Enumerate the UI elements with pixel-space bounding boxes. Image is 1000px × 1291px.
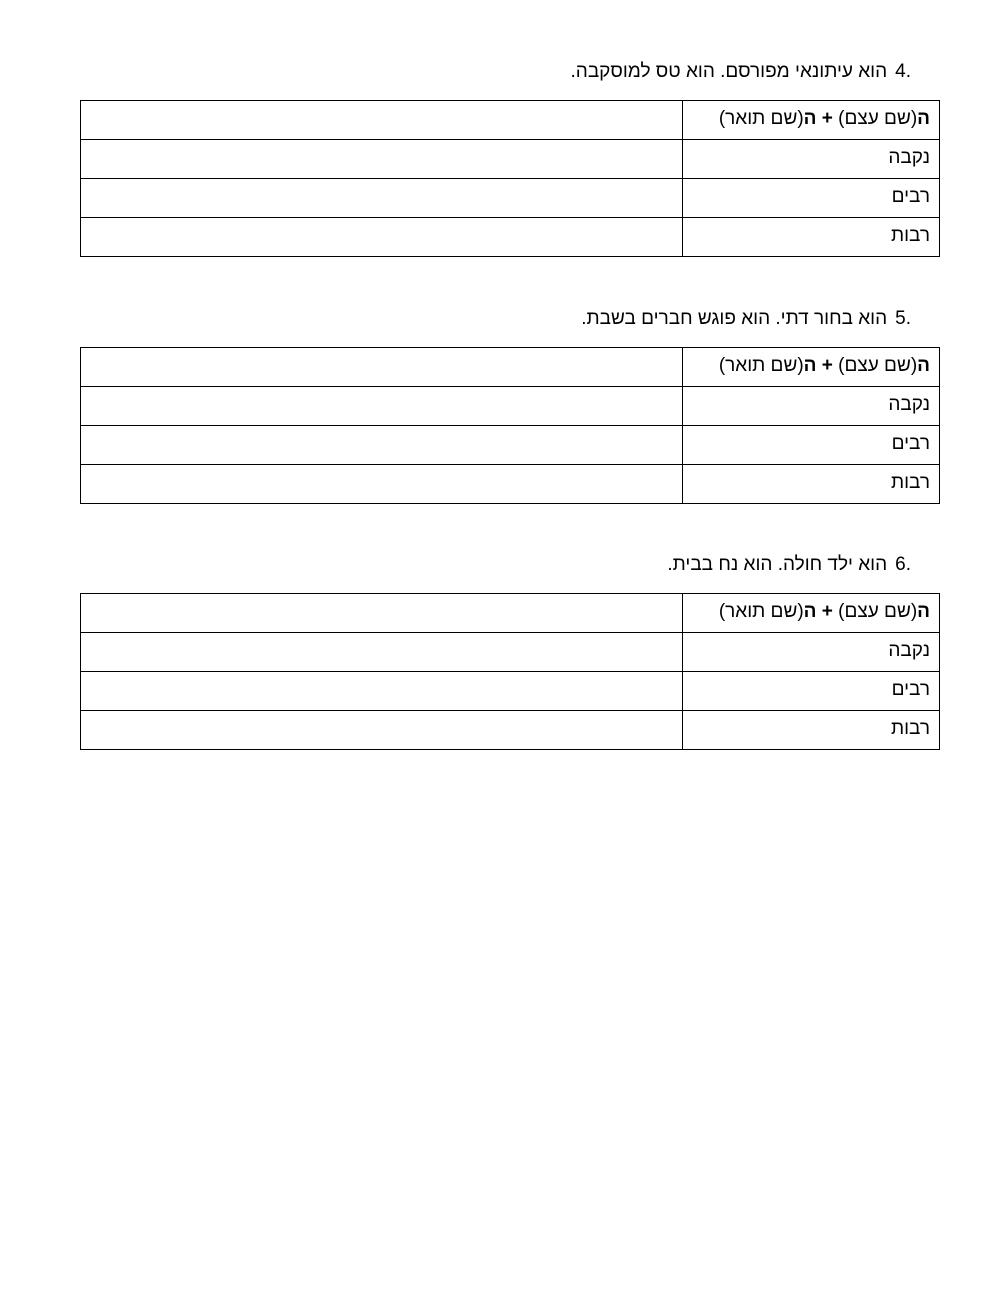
answer-cell[interactable] [81,387,683,426]
definite-article: ה [803,601,817,622]
answer-table [80,347,940,504]
row-label: נקבה [683,633,940,672]
definite-article: ה [917,355,930,376]
table-row [81,179,940,218]
adjective-label: (שם תואר) [718,601,804,622]
answer-cell[interactable] [81,711,683,750]
answer-cell[interactable] [81,140,683,179]
table-row [81,711,940,750]
answer-table [80,100,940,257]
exercise-sentence: הוא בחור דתי. הוא פוגש חברים בשבת. [581,308,888,329]
table-row-header [81,594,940,633]
exercise-number: .5 [895,308,911,329]
answer-cell[interactable] [81,179,683,218]
definite-article: ה [803,108,817,129]
row-label: רבים [683,179,940,218]
table-row [81,426,940,465]
adjective-label: (שם תואר) [718,355,804,376]
exercise-number: .6 [895,554,911,575]
exercise-sentence: הוא עיתונאי מפורסם. הוא טס למוסקבה. [570,61,888,82]
row-label: רבות [683,465,940,504]
exercise-number: .4 [895,61,911,82]
table-row [81,140,940,179]
table-row-header [81,348,940,387]
row-label: נקבה [683,140,940,179]
exercise-sentence: הוא ילד חולה. הוא נח בבית. [667,554,888,575]
row-label: נקבה [683,387,940,426]
exercise-title [80,61,939,91]
answer-cell[interactable] [81,633,683,672]
exercise-6 [80,554,939,750]
header-label-cell [683,101,940,140]
answer-cell[interactable] [81,594,683,633]
plus-sign: + [816,601,839,622]
table-row [81,387,940,426]
header-label-cell [683,594,940,633]
answer-cell[interactable] [81,426,683,465]
table-row [81,465,940,504]
answer-table [80,593,940,750]
row-label: רבים [683,426,940,465]
adjective-label: (שם תואר) [718,108,804,129]
noun-label: (שם עצם) [838,601,918,622]
answer-cell[interactable] [81,218,683,257]
answer-cell[interactable] [81,672,683,711]
row-label: רבות [683,711,940,750]
exercise-4 [80,61,939,257]
noun-label: (שם עצם) [838,355,918,376]
definite-article: ה [803,355,817,376]
exercise-title [80,308,939,338]
header-label-cell [683,348,940,387]
table-row-header [81,101,940,140]
answer-cell[interactable] [81,101,683,140]
table-row [81,218,940,257]
exercise-5 [80,308,939,504]
answer-cell[interactable] [81,348,683,387]
plus-sign: + [816,355,839,376]
answer-cell[interactable] [81,465,683,504]
noun-label: (שם עצם) [838,108,918,129]
table-row [81,672,940,711]
row-label: רבים [683,672,940,711]
plus-sign: + [816,108,839,129]
row-label: רבות [683,218,940,257]
definite-article: ה [917,108,930,129]
definite-article: ה [917,601,930,622]
table-row [81,633,940,672]
exercise-title [80,554,939,584]
